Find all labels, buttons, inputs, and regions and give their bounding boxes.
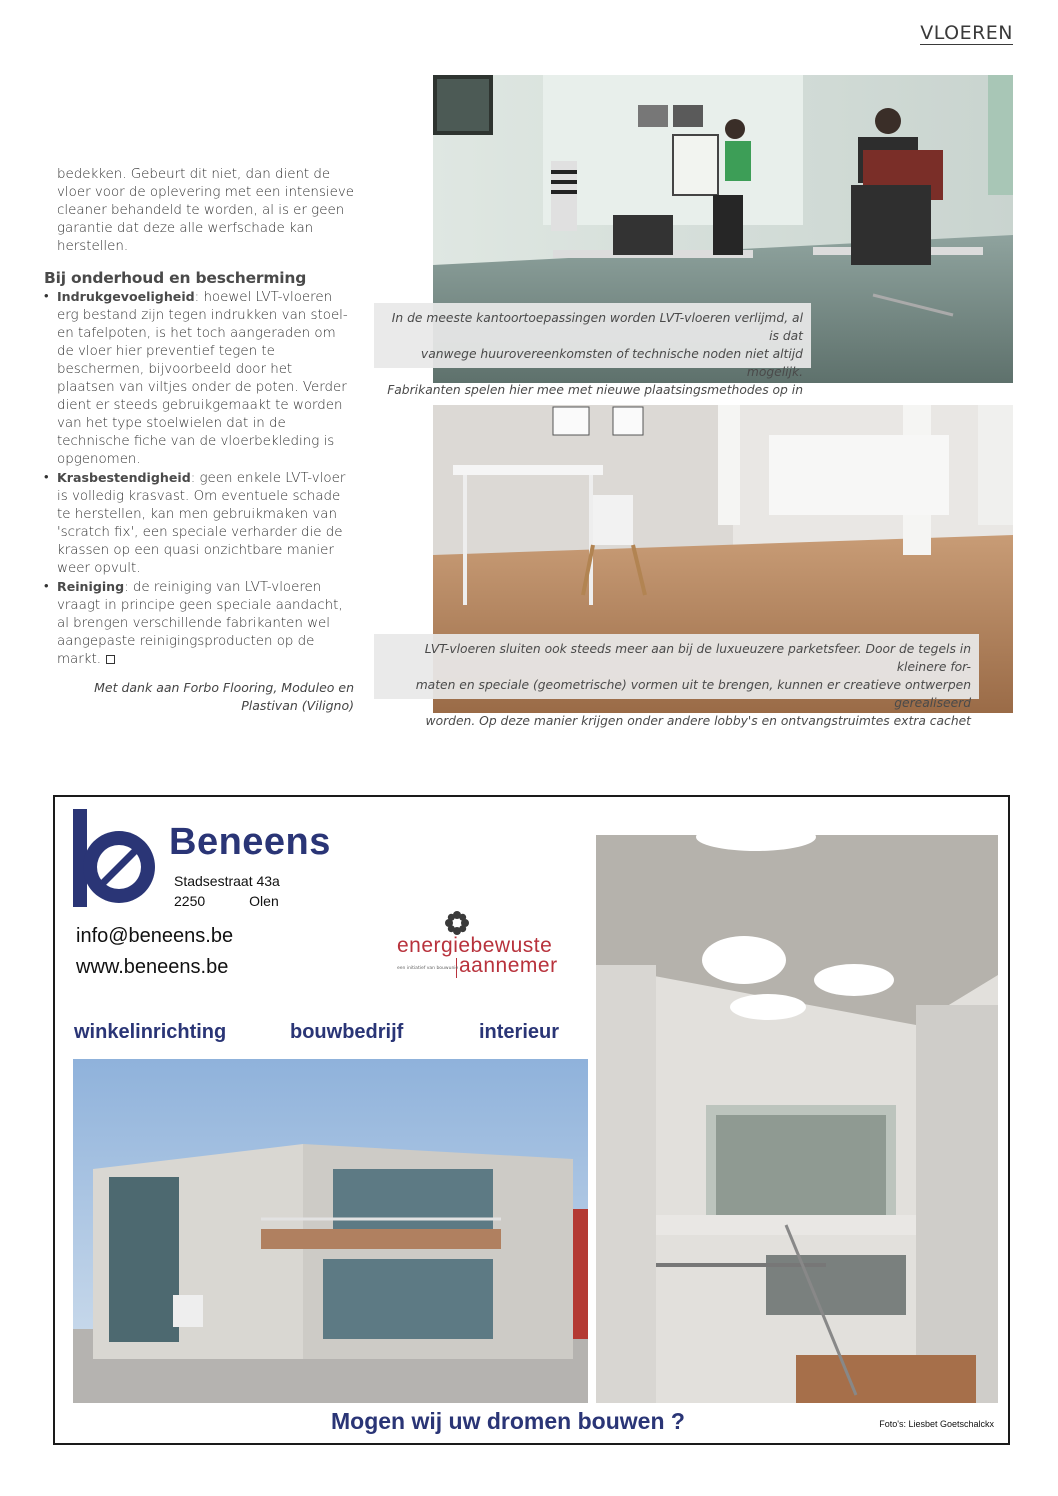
bullet-item [44, 288, 354, 469]
article-column [44, 166, 354, 715]
parquet-photo-caption [374, 634, 979, 728]
bullet-list [44, 288, 354, 669]
energiebewuste-aannemer-logo [397, 908, 559, 982]
service-winkelinrichting: winkelinrichting [74, 1021, 227, 1043]
intro-line: cleaner behandeld te worden, al is er geen [57, 203, 345, 218]
intro-line: herstellen. [57, 239, 129, 254]
thanks-line: Met dank aan Forbo Flooring, Moduleo en [94, 680, 354, 695]
photo-credit: Foto's: Liesbet Goetschalckx [879, 1419, 994, 1429]
caption-line: LVT-vloeren sluiten ook steeds meer aan bij de luxueuzere parketsfeer. Door de tegels in kleinere for- [424, 642, 971, 674]
contact-info [76, 921, 233, 983]
caption-line: maten en speciale (geometrische) vormen uit te brengen, kunnen er creatieve ontwerpen gerealiseerd [415, 678, 971, 710]
caption-line: In de meeste kantoortoepassingen worden LVT-vloeren verlijmd, al is dat [391, 311, 803, 343]
bullet-text: : de reiniging van LVT-vloeren vraagt in principe geen speciale aandacht, al brengen verschillende fabrikanten wel aangepaste reinigingsproducten op de markt. [57, 580, 343, 667]
intro-line: vloer voor de oplevering met een intensieve [57, 185, 355, 200]
partner-tagline: een initiatief van bouwunie [397, 966, 459, 971]
email-link[interactable]: info@beneens.be [76, 925, 234, 947]
caption-line: Fabrikanten spelen hier mee met nieuwe plaatsingsmethodes op in [387, 383, 803, 397]
service-interieur: interieur [479, 1021, 560, 1043]
address [174, 871, 280, 911]
building-exterior-photo [73, 1059, 588, 1403]
thanks-line: Plastivan (Viligno) [241, 698, 354, 713]
bullet-text: : geen enkele LVT-vloer is volledig krasvast. Om eventuele schade te herstellen, kan men gebruikmaken van 'scratch fix', een speciale verharder die de krassen op een quasi onzichtbare manier weer opvult. [57, 471, 346, 576]
service-bouwbedrijf: bouwbedrijf [290, 1021, 404, 1043]
intro-line: garantie dat deze alle werfschade kan [57, 221, 314, 236]
partner-word-2: aannemer [459, 954, 558, 977]
caption-line: vanwege huurovereenkomsten of technische noden niet altijd mogelijk. [420, 347, 803, 379]
postcode: 2250 [174, 893, 206, 909]
bullet-term: Krasbestendigheid [57, 470, 191, 485]
brand-name: Beneens [169, 821, 331, 863]
acknowledgement [44, 679, 354, 715]
office-photo-caption [374, 303, 811, 397]
bullet-text: : hoewel LVT-vloeren erg bestand zijn tegen indrukken van stoel- en tafelpoten, is het toch aangeraden om de vloer hier preventief tegen te beschermen, bijvoorbeeld door het plaatsen van viltjes onder de poten. Verder dient er steeds gebruikgemaakt te worden van het type stoelwielen dat in de technische fiche van de vloerbekleding is opgenomen. [57, 290, 348, 467]
interior-atrium-photo [596, 835, 998, 1403]
flower-icon [444, 910, 470, 936]
ad-tagline: Mogen wij uw dromen bouwen ? [331, 1408, 685, 1434]
website-link[interactable]: www.beneens.be [76, 956, 229, 978]
article-intro [44, 166, 354, 256]
city: Olen [249, 893, 279, 909]
caption-line: worden. Op deze manier krijgen onder andere lobby's en ontvangstruimtes extra cachet [425, 714, 971, 728]
article-subheading: Bij onderhoud en bescherming [44, 269, 307, 287]
bullet-term: Indrukgevoeligheid [57, 289, 195, 304]
bullet-term: Reiniging [57, 579, 125, 594]
bullet-item [44, 469, 354, 578]
beneens-advertisement [53, 795, 1010, 1445]
intro-line: bedekken. Gebeurt dit niet, dan dient de [57, 167, 331, 182]
bullet-item [44, 578, 354, 669]
partner-word-1: energiebewuste [397, 934, 553, 957]
postcode-city [174, 891, 280, 911]
section-label: VLOEREN [920, 22, 1013, 44]
street: Stadsestraat 43a [174, 873, 280, 889]
end-mark-icon [106, 655, 115, 664]
beneens-logo-icon [73, 809, 155, 907]
